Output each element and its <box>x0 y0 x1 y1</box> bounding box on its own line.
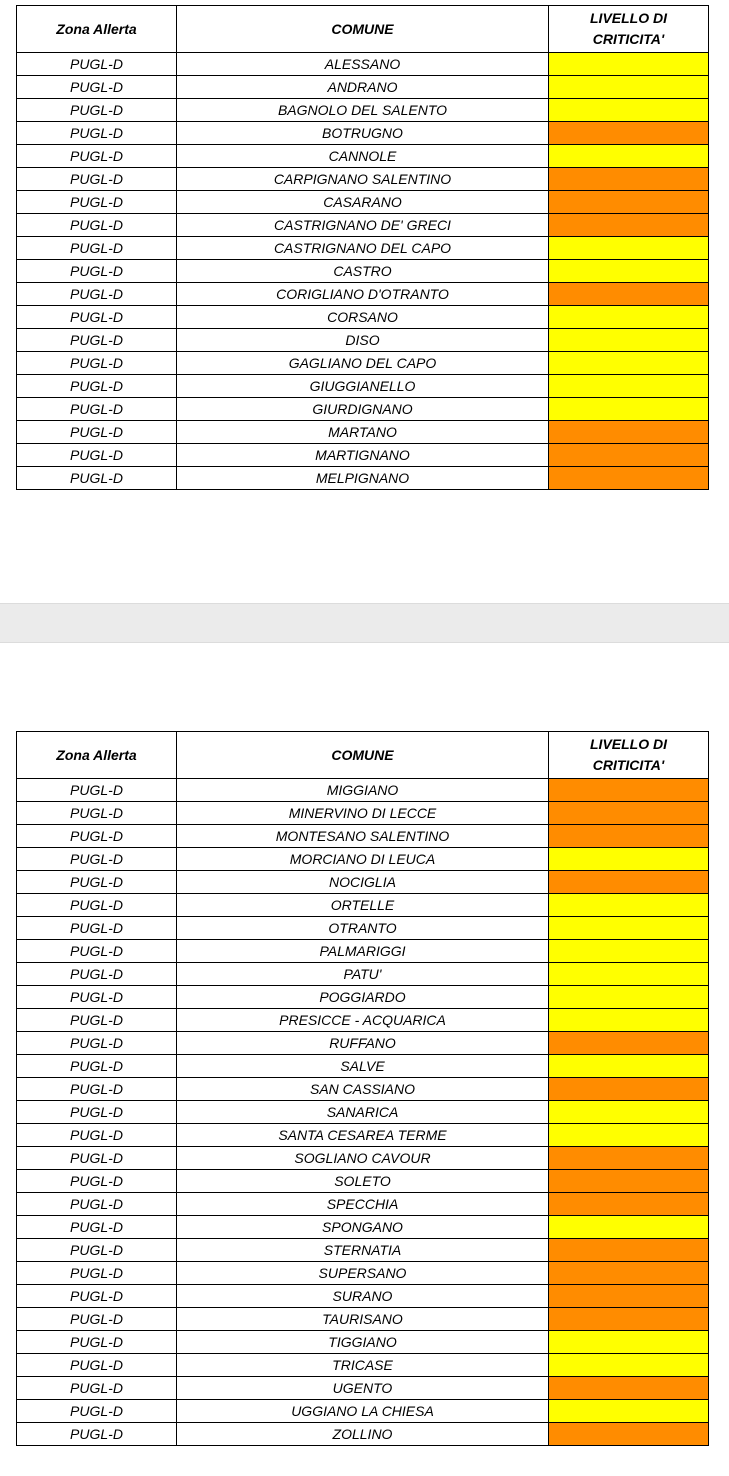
level-cell-yellow <box>549 1124 709 1147</box>
comune-cell: CASTRO <box>177 260 549 283</box>
comune-cell: RUFFANO <box>177 1032 549 1055</box>
table-body <box>17 779 709 1446</box>
table-row <box>17 1423 709 1446</box>
zone-cell: PUGL-D <box>17 940 177 963</box>
zone-cell: PUGL-D <box>17 1216 177 1239</box>
zone-cell: PUGL-D <box>17 1032 177 1055</box>
level-cell-orange <box>549 444 709 467</box>
table-row <box>17 940 709 963</box>
level-cell-yellow <box>549 1331 709 1354</box>
zone-cell: PUGL-D <box>17 1078 177 1101</box>
table-row <box>17 237 709 260</box>
comune-cell: SANARICA <box>177 1101 549 1124</box>
level-cell-yellow <box>549 1354 709 1377</box>
zone-cell: PUGL-D <box>17 1308 177 1331</box>
comune-cell: MONTESANO SALENTINO <box>177 825 549 848</box>
table-row <box>17 1262 709 1285</box>
zone-cell: PUGL-D <box>17 329 177 352</box>
level-cell-yellow <box>549 76 709 99</box>
table-header <box>17 6 709 53</box>
table-row <box>17 1170 709 1193</box>
comune-cell: CORIGLIANO D'OTRANTO <box>177 283 549 306</box>
level-cell-orange <box>549 1377 709 1400</box>
table-row <box>17 329 709 352</box>
comune-cell: ANDRANO <box>177 76 549 99</box>
zone-cell: PUGL-D <box>17 352 177 375</box>
table-row <box>17 1055 709 1078</box>
zone-cell: PUGL-D <box>17 1239 177 1262</box>
level-cell-orange <box>549 1193 709 1216</box>
comune-cell: SPONGANO <box>177 1216 549 1239</box>
comune-cell: SOGLIANO CAVOUR <box>177 1147 549 1170</box>
zone-cell: PUGL-D <box>17 779 177 802</box>
level-cell-yellow <box>549 848 709 871</box>
comune-cell: ZOLLINO <box>177 1423 549 1446</box>
level-cell-orange <box>549 191 709 214</box>
criticality-table-1 <box>16 5 709 490</box>
level-cell-orange <box>549 1032 709 1055</box>
table-row <box>17 467 709 490</box>
level-cell-yellow <box>549 306 709 329</box>
table-row <box>17 375 709 398</box>
table-row <box>17 1400 709 1423</box>
level-cell-orange <box>549 802 709 825</box>
table-row <box>17 145 709 168</box>
level-cell-orange <box>549 871 709 894</box>
comune-cell: SANTA CESAREA TERME <box>177 1124 549 1147</box>
table-row <box>17 1124 709 1147</box>
zone-cell: PUGL-D <box>17 168 177 191</box>
comune-cell: ALESSANO <box>177 53 549 76</box>
level-cell-yellow <box>549 1400 709 1423</box>
comune-cell: ORTELLE <box>177 894 549 917</box>
table-row <box>17 1285 709 1308</box>
zone-cell: PUGL-D <box>17 1170 177 1193</box>
comune-cell: MORCIANO DI LEUCA <box>177 848 549 871</box>
table-row <box>17 825 709 848</box>
comune-cell: CARPIGNANO SALENTINO <box>177 168 549 191</box>
zone-cell: PUGL-D <box>17 1354 177 1377</box>
page-separator <box>0 603 729 643</box>
comune-cell: CASTRIGNANO DEL CAPO <box>177 237 549 260</box>
zone-cell: PUGL-D <box>17 1124 177 1147</box>
comune-cell: SAN CASSIANO <box>177 1078 549 1101</box>
zone-cell: PUGL-D <box>17 1101 177 1124</box>
table-row <box>17 1009 709 1032</box>
table-row <box>17 168 709 191</box>
zone-cell: PUGL-D <box>17 122 177 145</box>
level-cell-orange <box>549 825 709 848</box>
level-cell-orange <box>549 122 709 145</box>
table-row <box>17 1354 709 1377</box>
comune-cell: MELPIGNANO <box>177 467 549 490</box>
table-body <box>17 53 709 490</box>
header-level-line1: LIVELLO DI <box>590 736 667 752</box>
zone-cell: PUGL-D <box>17 1331 177 1354</box>
comune-cell: PALMARIGGI <box>177 940 549 963</box>
table-row <box>17 191 709 214</box>
zone-cell: PUGL-D <box>17 1262 177 1285</box>
comune-cell: GIURDIGNANO <box>177 398 549 421</box>
criticality-table-2 <box>16 731 709 1446</box>
level-cell-orange <box>549 1423 709 1446</box>
comune-cell: NOCIGLIA <box>177 871 549 894</box>
level-cell-orange <box>549 467 709 490</box>
comune-cell: TAURISANO <box>177 1308 549 1331</box>
table-row <box>17 802 709 825</box>
zone-cell: PUGL-D <box>17 963 177 986</box>
zone-cell: PUGL-D <box>17 871 177 894</box>
comune-cell: BAGNOLO DEL SALENTO <box>177 99 549 122</box>
comune-cell: OTRANTO <box>177 917 549 940</box>
level-cell-yellow <box>549 986 709 1009</box>
level-cell-orange <box>549 779 709 802</box>
zone-cell: PUGL-D <box>17 283 177 306</box>
zone-cell: PUGL-D <box>17 1423 177 1446</box>
level-cell-orange <box>549 214 709 237</box>
header-zone: Zona Allerta <box>17 6 177 53</box>
comune-cell: DISO <box>177 329 549 352</box>
comune-cell: BOTRUGNO <box>177 122 549 145</box>
zone-cell: PUGL-D <box>17 237 177 260</box>
header-zone: Zona Allerta <box>17 732 177 779</box>
table-row <box>17 1239 709 1262</box>
comune-cell: POGGIARDO <box>177 986 549 1009</box>
level-cell-yellow <box>549 99 709 122</box>
zone-cell: PUGL-D <box>17 53 177 76</box>
comune-cell: CASTRIGNANO DE' GRECI <box>177 214 549 237</box>
table-row <box>17 260 709 283</box>
level-cell-orange <box>549 1239 709 1262</box>
table-row <box>17 1078 709 1101</box>
table-row <box>17 986 709 1009</box>
level-cell-yellow <box>549 398 709 421</box>
table-row <box>17 99 709 122</box>
comune-cell: PRESICCE - ACQUARICA <box>177 1009 549 1032</box>
zone-cell: PUGL-D <box>17 214 177 237</box>
table-row <box>17 871 709 894</box>
table-row <box>17 1147 709 1170</box>
table-row <box>17 1377 709 1400</box>
comune-cell: SALVE <box>177 1055 549 1078</box>
zone-cell: PUGL-D <box>17 191 177 214</box>
table-row <box>17 398 709 421</box>
table-row <box>17 352 709 375</box>
table-row <box>17 1216 709 1239</box>
level-cell-orange <box>549 1262 709 1285</box>
level-cell-yellow <box>549 940 709 963</box>
table-row <box>17 1101 709 1124</box>
level-cell-yellow <box>549 894 709 917</box>
level-cell-yellow <box>549 329 709 352</box>
table-header <box>17 732 709 779</box>
zone-cell: PUGL-D <box>17 802 177 825</box>
table-row <box>17 306 709 329</box>
zone-cell: PUGL-D <box>17 1377 177 1400</box>
zone-cell: PUGL-D <box>17 825 177 848</box>
level-cell-orange <box>549 421 709 444</box>
zone-cell: PUGL-D <box>17 260 177 283</box>
table-row <box>17 1331 709 1354</box>
level-cell-orange <box>549 1078 709 1101</box>
zone-cell: PUGL-D <box>17 1009 177 1032</box>
header-level-line1: LIVELLO DI <box>590 10 667 26</box>
zone-cell: PUGL-D <box>17 306 177 329</box>
level-cell-yellow <box>549 53 709 76</box>
zone-cell: PUGL-D <box>17 1193 177 1216</box>
level-cell-yellow <box>549 1101 709 1124</box>
zone-cell: PUGL-D <box>17 444 177 467</box>
zone-cell: PUGL-D <box>17 76 177 99</box>
table-row <box>17 76 709 99</box>
comune-cell: STERNATIA <box>177 1239 549 1262</box>
table-row <box>17 1308 709 1331</box>
level-cell-yellow <box>549 260 709 283</box>
level-cell-yellow <box>549 1009 709 1032</box>
comune-cell: MARTIGNANO <box>177 444 549 467</box>
level-cell-yellow <box>549 375 709 398</box>
comune-cell: MARTANO <box>177 421 549 444</box>
level-cell-yellow <box>549 145 709 168</box>
comune-cell: SPECCHIA <box>177 1193 549 1216</box>
comune-cell: CASARANO <box>177 191 549 214</box>
table-row <box>17 283 709 306</box>
zone-cell: PUGL-D <box>17 1147 177 1170</box>
comune-cell: CANNOLE <box>177 145 549 168</box>
zone-cell: PUGL-D <box>17 1400 177 1423</box>
table-row <box>17 894 709 917</box>
header-level-line2: CRITICITA' <box>592 31 665 47</box>
comune-cell: PATU' <box>177 963 549 986</box>
zone-cell: PUGL-D <box>17 99 177 122</box>
level-cell-yellow <box>549 917 709 940</box>
comune-cell: SOLETO <box>177 1170 549 1193</box>
comune-cell: CORSANO <box>177 306 549 329</box>
table-row <box>17 848 709 871</box>
comune-cell: UGGIANO LA CHIESA <box>177 1400 549 1423</box>
comune-cell: GAGLIANO DEL CAPO <box>177 352 549 375</box>
level-cell-orange <box>549 1170 709 1193</box>
header-comune: COMUNE <box>177 732 549 779</box>
table-row <box>17 963 709 986</box>
level-cell-orange <box>549 1285 709 1308</box>
table-row <box>17 53 709 76</box>
zone-cell: PUGL-D <box>17 986 177 1009</box>
table-row <box>17 1193 709 1216</box>
level-cell-yellow <box>549 1055 709 1078</box>
level-cell-yellow <box>549 963 709 986</box>
table-row <box>17 214 709 237</box>
zone-cell: PUGL-D <box>17 398 177 421</box>
level-cell-yellow <box>549 237 709 260</box>
table-row <box>17 421 709 444</box>
level-cell-yellow <box>549 1216 709 1239</box>
comune-cell: UGENTO <box>177 1377 549 1400</box>
zone-cell: PUGL-D <box>17 1285 177 1308</box>
comune-cell: TRICASE <box>177 1354 549 1377</box>
zone-cell: PUGL-D <box>17 145 177 168</box>
table-row <box>17 1032 709 1055</box>
header-level <box>549 732 709 779</box>
comune-cell: MINERVINO DI LECCE <box>177 802 549 825</box>
comune-cell: TIGGIANO <box>177 1331 549 1354</box>
table-row <box>17 779 709 802</box>
level-cell-orange <box>549 1308 709 1331</box>
level-cell-yellow <box>549 352 709 375</box>
comune-cell: GIUGGIANELLO <box>177 375 549 398</box>
zone-cell: PUGL-D <box>17 848 177 871</box>
header-level <box>549 6 709 53</box>
zone-cell: PUGL-D <box>17 1055 177 1078</box>
level-cell-orange <box>549 1147 709 1170</box>
comune-cell: MIGGIANO <box>177 779 549 802</box>
zone-cell: PUGL-D <box>17 421 177 444</box>
zone-cell: PUGL-D <box>17 467 177 490</box>
table-row <box>17 917 709 940</box>
header-comune: COMUNE <box>177 6 549 53</box>
table-row <box>17 122 709 145</box>
comune-cell: SUPERSANO <box>177 1262 549 1285</box>
level-cell-orange <box>549 168 709 191</box>
zone-cell: PUGL-D <box>17 375 177 398</box>
zone-cell: PUGL-D <box>17 917 177 940</box>
comune-cell: SURANO <box>177 1285 549 1308</box>
level-cell-orange <box>549 283 709 306</box>
table-row <box>17 444 709 467</box>
header-level-line2: CRITICITA' <box>592 757 665 773</box>
zone-cell: PUGL-D <box>17 894 177 917</box>
